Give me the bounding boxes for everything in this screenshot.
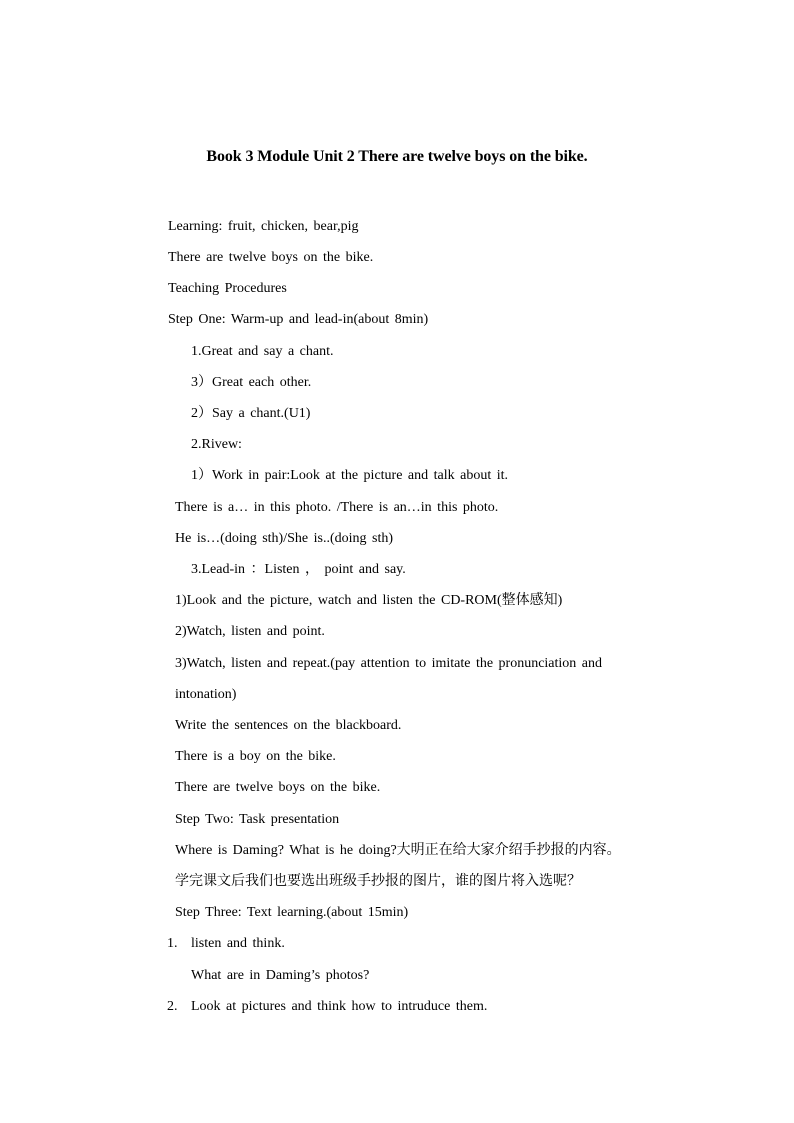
step-three-heading: Step Three: Text learning.(about 15min): [175, 905, 409, 920]
item-rivew: 2.Rivew:: [191, 437, 242, 452]
item-lead-in: 3.Lead-in ：Listen ， point and say.: [191, 562, 406, 577]
intonation-continuation: intonation): [175, 687, 237, 702]
sentence-line: There are twelve boys on the bike.: [168, 250, 374, 265]
there-is-boy-line: There is a boy on the bike.: [175, 749, 336, 764]
item-work-in-pair: 1）Work in pair:Look at the picture and talk about it.: [191, 468, 509, 483]
what-are-in-photos-line: What are in Daming’s photos?: [191, 968, 370, 983]
item-text: Look at pictures and think how to intruduce them.: [191, 999, 488, 1014]
item-say-chant: 2）Say a chant.(U1): [191, 406, 311, 421]
he-is-pattern: He is…(doing sth)/She is..(doing sth): [175, 531, 393, 546]
learning-line: Learning: fruit, chicken, bear,pig: [168, 219, 359, 234]
numbered-item-1: [167, 935, 285, 953]
item-watch-listen-point: 2)Watch, listen and point.: [175, 624, 325, 639]
chinese-instruction-line: 学完课文后我们也要选出班级手抄报的图片，谁的图片将入选呢？: [175, 874, 581, 889]
write-sentences-line: Write the sentences on the blackboard.: [175, 718, 402, 733]
there-is-pattern: There is a… in this photo. /There is an…in this photo.: [175, 500, 499, 515]
item-number: 2.: [167, 999, 178, 1014]
teaching-procedures-heading: Teaching Procedures: [168, 281, 287, 296]
item-text: listen and think.: [191, 936, 285, 951]
item-number: 1.: [167, 936, 178, 951]
document-title: Book 3 Module Unit 2 There are twelve boys on the bike.: [206, 148, 588, 165]
item-great-chant: 1.Great and say a chant.: [191, 344, 334, 359]
numbered-item-2: [167, 998, 487, 1016]
step-two-heading: Step Two: Task presentation: [175, 812, 340, 827]
item-great-each-other: 3）Great each other.: [191, 375, 312, 390]
item-watch-listen-repeat: 3)Watch, listen and repeat.(pay attention to imitate the pronunciation and: [175, 656, 603, 671]
where-is-daming-line: Where is Daming? What is he doing?大明正在给大家介绍手抄报的内容。: [175, 843, 621, 858]
item-look-watch-listen: 1)Look and the picture, watch and listen the CD-ROM(整体感知): [175, 593, 563, 608]
step-one-heading: Step One: Warm-up and lead-in(about 8min): [168, 312, 429, 327]
there-are-twelve-line: There are twelve boys on the bike.: [175, 780, 381, 795]
